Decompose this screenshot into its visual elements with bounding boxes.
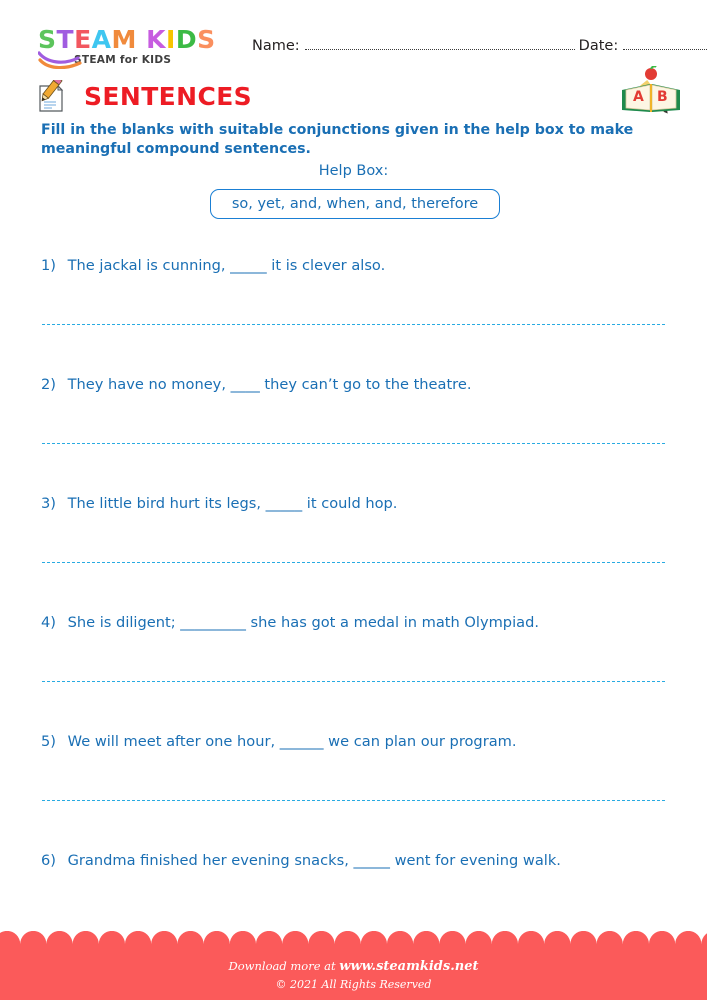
answer-line[interactable] <box>42 443 665 444</box>
svg-text:B: B <box>657 89 668 105</box>
date-input[interactable] <box>623 37 707 50</box>
answer-blank[interactable]: _________ <box>180 614 246 631</box>
question-text <box>41 257 385 274</box>
page-footer <box>0 932 707 1000</box>
question-text <box>41 733 517 750</box>
questions-list <box>0 252 707 966</box>
question-row <box>0 490 707 609</box>
question-after-text: they can’t go to the theatre. <box>259 376 472 393</box>
pencil-notepad-icon <box>32 80 68 116</box>
logo-letter: S <box>197 25 216 54</box>
answer-line[interactable] <box>42 800 665 801</box>
svg-text:A: A <box>633 89 644 105</box>
question-number: 6) <box>41 852 56 869</box>
instructions-text: Fill in the blanks with suitable conjunctions given in the help box to make meaningful compound sentences. <box>41 122 634 157</box>
answer-line[interactable] <box>42 562 665 563</box>
question-number: 1) <box>41 257 56 274</box>
question-row <box>0 728 707 847</box>
question-before-text: We will meet after one hour, <box>62 733 280 750</box>
question-after-text: went for evening walk. <box>389 852 561 869</box>
logo-letter: T <box>56 25 75 54</box>
answer-blank[interactable]: _____ <box>230 257 267 274</box>
footer-scallop-edge <box>0 931 707 944</box>
question-number: 5) <box>41 733 56 750</box>
logo-letter: D <box>175 25 198 54</box>
question-after-text: we can plan our program. <box>323 733 517 750</box>
question-text <box>41 614 539 631</box>
abc-book-icon <box>619 66 683 118</box>
logo-letter: M <box>111 25 137 54</box>
help-box-words: so, yet, and, when, and, therefore <box>231 196 479 212</box>
footer-download-prefix: Download more at <box>228 959 336 973</box>
date-label: Date: <box>578 38 619 54</box>
question-after-text: she has got a medal in math Olympiad. <box>245 614 539 631</box>
question-row <box>0 252 707 371</box>
page-header <box>0 0 707 72</box>
question-after-text: it is clever also. <box>266 257 386 274</box>
question-number: 3) <box>41 495 56 512</box>
question-text <box>41 376 471 393</box>
page-title: SENTENCES <box>84 82 253 111</box>
logo-letter: A <box>91 25 112 54</box>
question-before-text: Grandma finished her evening snacks, <box>62 852 354 869</box>
question-after-text: it could hop. <box>302 495 398 512</box>
footer-copyright: © 2021 All Rights Reserved <box>275 978 432 991</box>
logo-letter: E <box>74 25 92 54</box>
name-label: Name: <box>252 38 300 54</box>
answer-line[interactable] <box>42 324 665 325</box>
question-text <box>41 495 397 512</box>
question-before-text: The jackal is cunning, <box>62 257 231 274</box>
footer-website-link[interactable]: www.steamkids.net <box>339 959 479 974</box>
question-text <box>41 852 561 869</box>
help-box-label: Help Box: <box>318 163 389 179</box>
answer-blank[interactable]: ______ <box>279 733 324 750</box>
question-number: 2) <box>41 376 56 393</box>
logo-letter: S <box>38 25 57 54</box>
question-row <box>0 371 707 490</box>
question-before-text: They have no money, <box>62 376 231 393</box>
logo-letter: K <box>146 25 166 54</box>
question-before-text: The little bird hurt its legs, <box>62 495 266 512</box>
logo-tagline: STEAM for KIDS <box>74 54 172 66</box>
name-input[interactable] <box>305 37 575 50</box>
answer-blank[interactable]: _____ <box>265 495 303 512</box>
answer-blank[interactable]: ____ <box>230 376 260 393</box>
footer-download-line <box>0 959 707 974</box>
question-before-text: She is diligent; <box>62 614 181 631</box>
help-box <box>210 189 500 219</box>
question-row <box>0 609 707 728</box>
answer-blank[interactable]: _____ <box>353 852 390 869</box>
answer-line[interactable] <box>42 681 665 682</box>
logo-letter: I <box>166 25 176 54</box>
logo-letter <box>137 27 146 53</box>
name-date-row <box>252 37 682 61</box>
logo-swoosh-icon <box>38 51 82 69</box>
steam-kids-logo <box>38 27 238 66</box>
question-number: 4) <box>41 614 56 631</box>
logo-wordmark <box>38 27 238 53</box>
